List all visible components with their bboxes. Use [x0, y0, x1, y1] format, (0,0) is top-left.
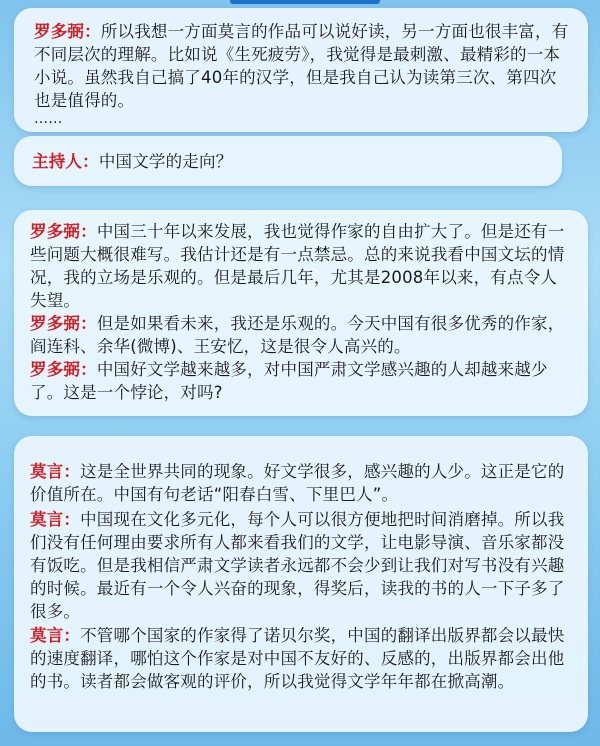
speaker-label: 莫言： — [30, 510, 81, 529]
paragraph-text: 不管哪个国家的作家得了诺贝尔奖，中国的翻译出版界都会以最快的速度翻译，哪怕这个作家是对中国不友好的、反感的，出版界都会出他的书。读者都会做客观的评价，所以我觉得文学年年都在掀高潮。 — [30, 626, 565, 691]
speaker-label: 罗多弼： — [30, 360, 97, 379]
dialogue-paragraph — [30, 220, 572, 312]
dialogue-card-1 — [14, 8, 588, 132]
dialogue-paragraph — [32, 150, 546, 173]
paragraph-text: 中国文学的走向？ — [98, 152, 233, 171]
dialogue-paragraph — [30, 312, 572, 358]
paragraph-text: 中国好文学越来越多，对中国严肃文学感兴趣的人却越来越少了。这是一个悖论，对吗? — [30, 360, 548, 402]
speaker-label: 罗多弼： — [30, 314, 97, 333]
paragraph-text: 中国现在文化多元化，每个人可以很方便地把时间消磨掉。所以我们没有任何理由要求所有人都来看我们的文学，让电影导演、音乐家都没有饭吃。但是我相信严肃文学读者永远都不会少到让我们对写书没有兴趣的时候。最近有一个令人兴奋的现象，得奖后，读我的书的人一下子多了很多。 — [30, 510, 565, 621]
speaker-label: 罗多弼： — [34, 22, 101, 41]
top-accent-bar — [230, 0, 380, 4]
dialogue-card-4 — [14, 436, 588, 732]
dialogue-card-2 — [14, 136, 562, 186]
speaker-label: 主持人： — [32, 152, 99, 171]
dialogue-paragraph — [30, 508, 572, 623]
dialogue-paragraph — [30, 358, 572, 404]
paragraph-text: 但是如果看未来，我还是乐观的。今天中国有很多优秀的作家，阎连科、余华(微博)、王安忆，这是很令人高兴的。 — [30, 314, 565, 356]
dialogue-paragraph — [34, 20, 572, 112]
speaker-label: 罗多弼： — [30, 222, 97, 241]
speaker-label: 莫言： — [30, 626, 81, 645]
speaker-label: 莫言： — [30, 462, 81, 481]
dialogue-card-3 — [14, 210, 588, 416]
paragraph-text: 这是全世界共同的现象。好文学很多，感兴趣的人少。这正是它的价值所在。中国有句老话“阳春白雪、下里巴人”。 — [30, 462, 565, 504]
dialogue-paragraph — [30, 460, 572, 506]
ellipsis: …… — [34, 111, 63, 127]
dialogue-paragraph — [30, 624, 572, 693]
paragraph-text: 所以我想一方面莫言的作品可以说好读，另一方面也很丰富，有不同层次的理解。比如说《生死疲劳》，我觉得是最刺激、最精彩的一本小说。虽然我自己搞了40年的汉学，但是我自己认为读第三次、第四次也是值得的。 — [34, 22, 569, 110]
paragraph-text: 中国三十年以来发展，我也觉得作家的自由扩大了。但是还有一些问题大概很难写。我估计还是有一点禁忌。总的来说我看中国文坛的情况，我的立场是乐观的。但是最后几年，尤其是2008年以来，有点令人失望。 — [30, 222, 565, 310]
